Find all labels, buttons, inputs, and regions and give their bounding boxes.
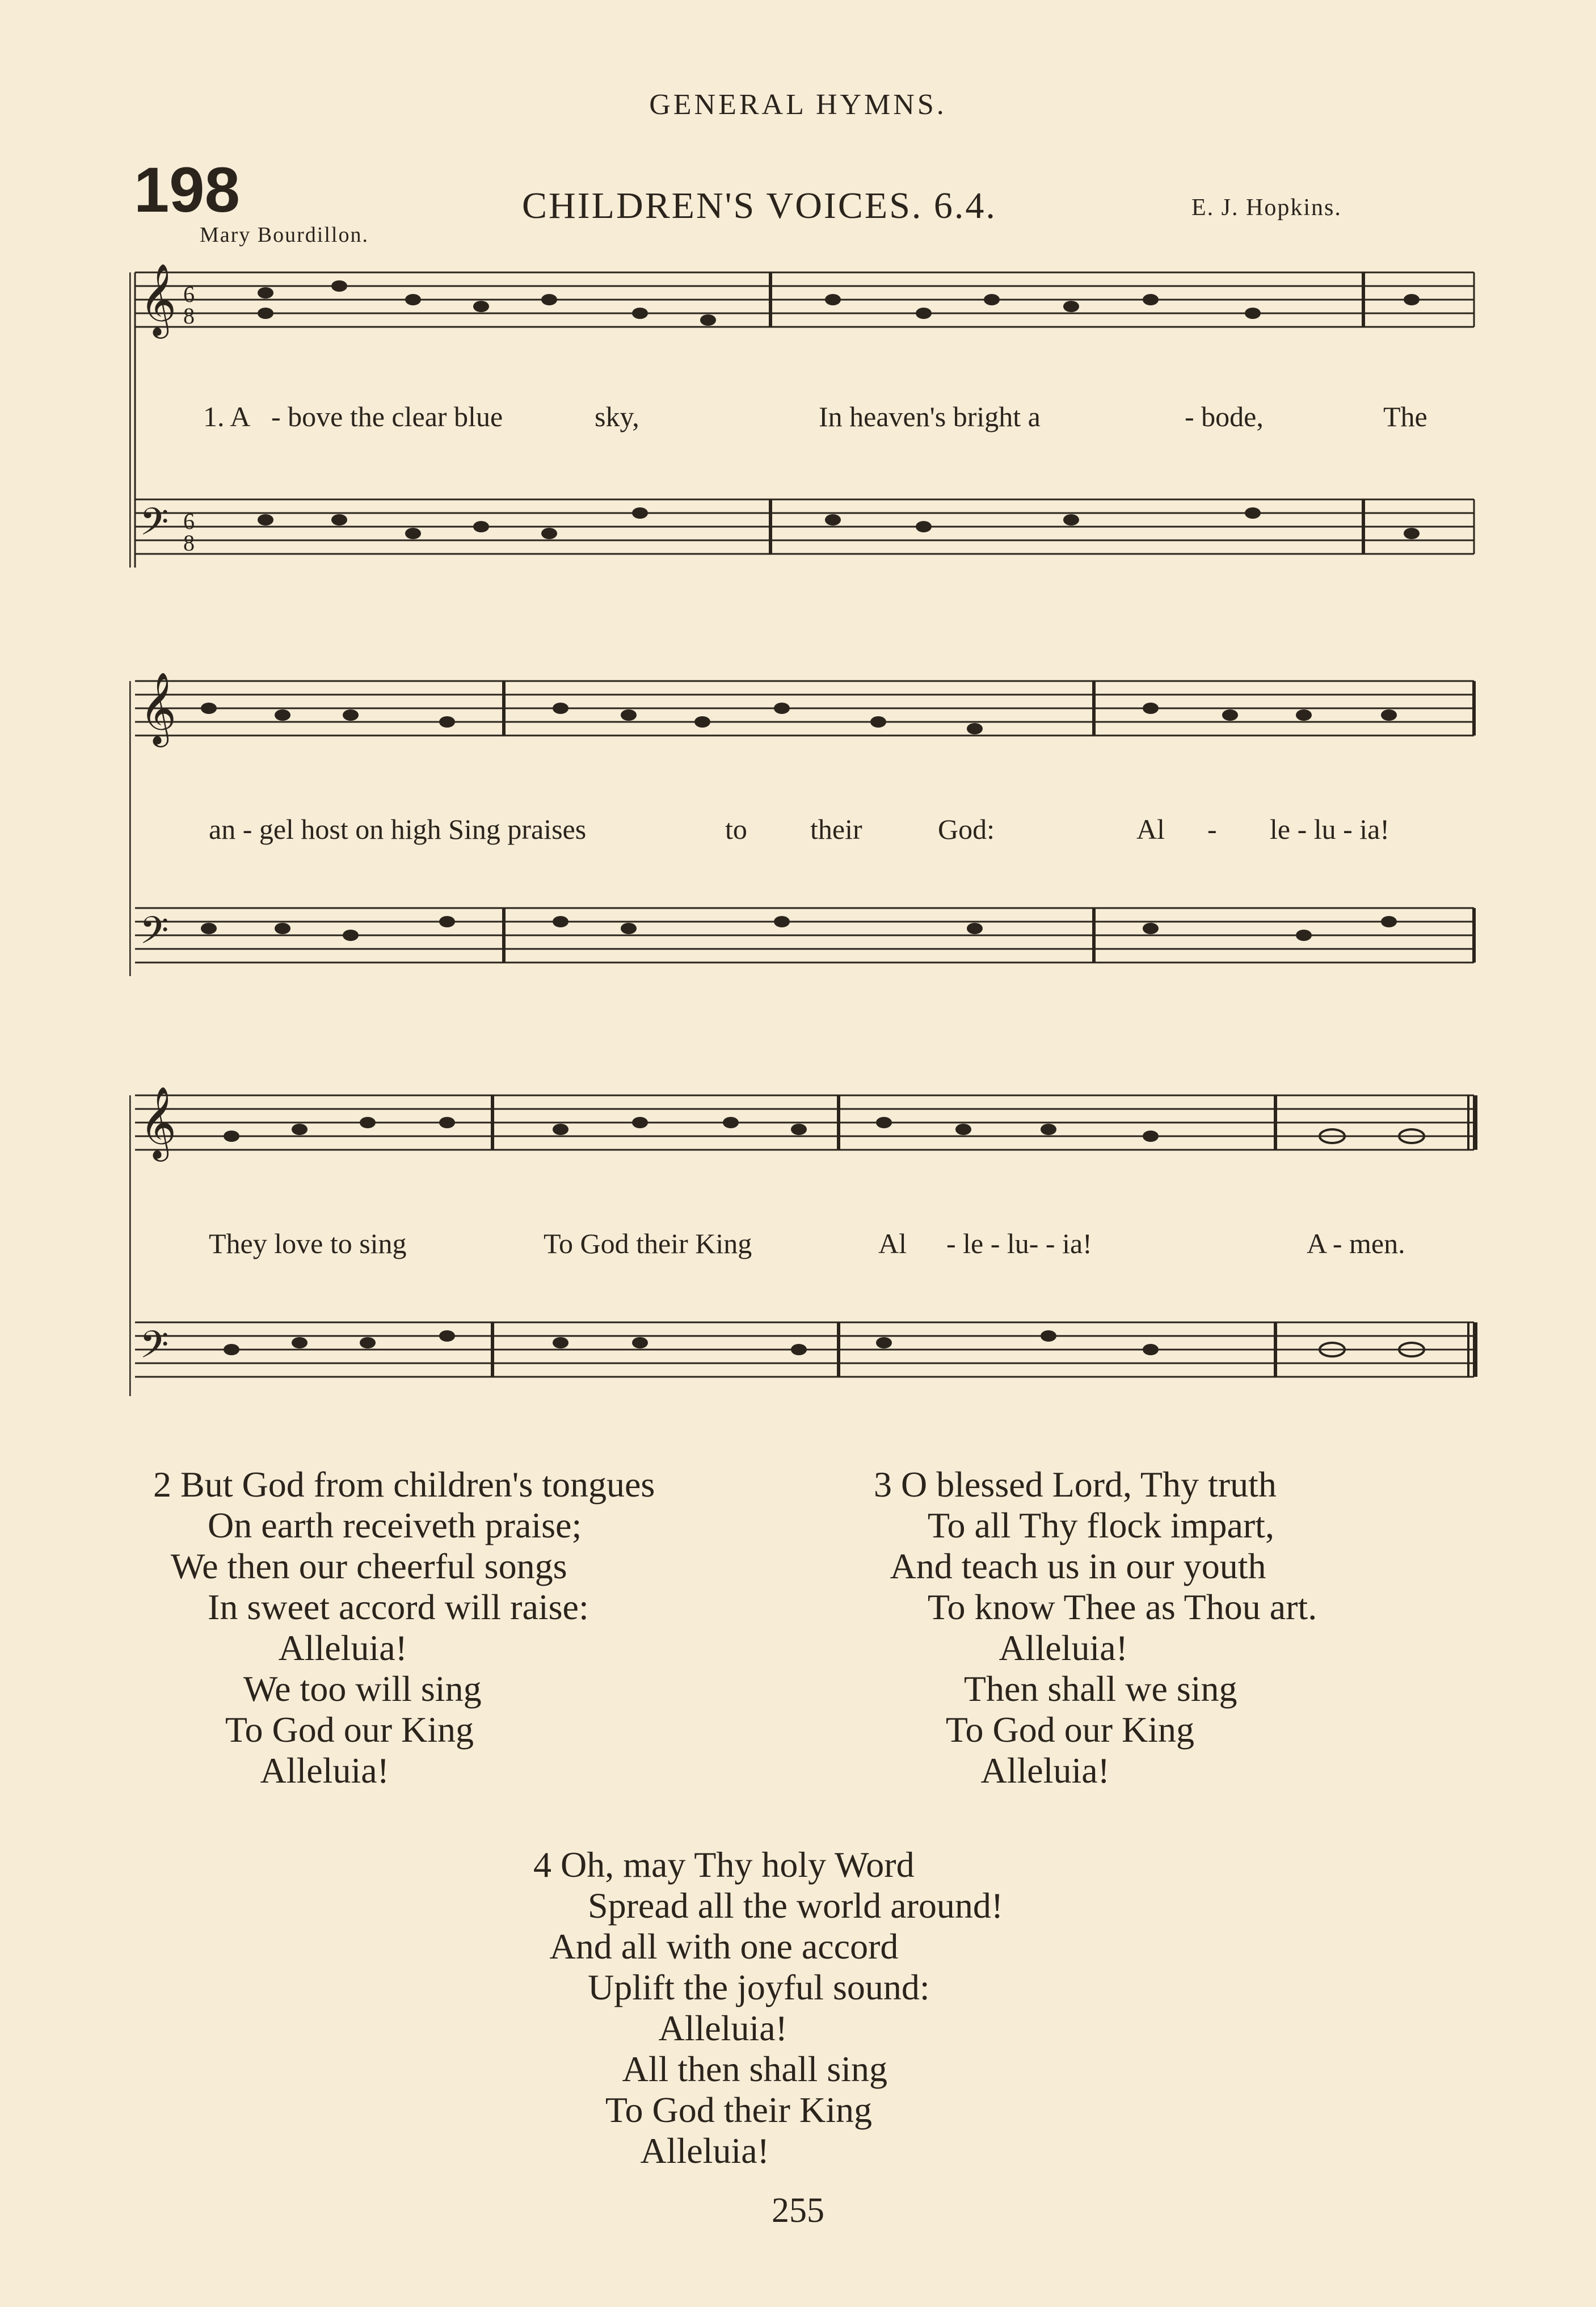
- stanza-line: Alleluia!: [874, 1628, 1128, 1668]
- lyric-syllable: Al: [878, 1228, 907, 1259]
- music-system-1: [129, 250, 1480, 585]
- lyric-syllable: God:: [938, 813, 995, 845]
- lyric-syllable: 1. A: [203, 401, 251, 432]
- svg-text:6: 6: [183, 281, 195, 307]
- svg-text:6: 6: [183, 509, 195, 534]
- lyric-syllable: their: [810, 813, 862, 845]
- lyric-syllable: In heaven's bright a: [819, 401, 1041, 432]
- stanza-line: Alleluia!: [533, 2130, 769, 2171]
- svg-text:𝄞: 𝄞: [140, 674, 177, 743]
- lyric-syllable: -: [1207, 813, 1217, 845]
- stanza-line: To know Thee as Thou art.: [874, 1587, 1317, 1627]
- svg-text:𝄢: 𝄢: [140, 1325, 169, 1375]
- stanza-line: 2 But God from children's tongues: [153, 1464, 655, 1505]
- author: Mary Bourdillon.: [200, 223, 369, 247]
- lyric-syllable: Al: [1136, 813, 1165, 845]
- stanza-4: [533, 1844, 1003, 2171]
- lyric-syllable: The: [1383, 401, 1427, 432]
- stanza-line: In sweet accord will raise:: [153, 1587, 589, 1627]
- stanza-line: We then our cheerful songs: [153, 1546, 567, 1586]
- lyric-syllable: - le - lu- - ia!: [946, 1228, 1092, 1259]
- stanza-line: Alleluia!: [153, 1750, 389, 1791]
- lyric-syllable: They love to sing: [209, 1228, 407, 1259]
- page-number: 255: [772, 2191, 824, 2230]
- stanza-line: Then shall we sing: [874, 1669, 1237, 1709]
- stanza-line: To God their King: [533, 2090, 872, 2130]
- stanza-line: On earth receiveth praise;: [153, 1505, 582, 1545]
- stanza-line: We too will sing: [153, 1669, 482, 1709]
- hymn-title: CHILDREN'S VOICES. 6.4.: [522, 185, 997, 226]
- stanza-2: [153, 1464, 655, 1791]
- running-head: GENERAL HYMNS.: [649, 89, 947, 121]
- hymn-number: 198: [134, 154, 240, 225]
- stanza-line: 4 Oh, may Thy holy Word: [533, 1844, 915, 1885]
- lyric-syllable: sky,: [595, 401, 639, 432]
- stanza-line: 3 O blessed Lord, Thy truth: [874, 1464, 1277, 1505]
- stanza-3: [874, 1464, 1317, 1791]
- lyric-syllable: - bode,: [1185, 401, 1264, 432]
- lyric-syllable: To God their King: [544, 1228, 752, 1259]
- stanza-line: To God our King: [874, 1709, 1194, 1750]
- stanza-line: Alleluia!: [153, 1628, 407, 1668]
- svg-text:𝄞: 𝄞: [140, 265, 177, 334]
- music-system-2: [129, 664, 1480, 1016]
- stanza-line: Alleluia!: [533, 2008, 788, 2048]
- svg-text:8: 8: [183, 530, 195, 556]
- stanza-line: And teach us in our youth: [874, 1546, 1266, 1586]
- stanza-line: All then shall sing: [533, 2049, 887, 2089]
- svg-text:𝄞: 𝄞: [140, 1088, 177, 1157]
- svg-text:𝄢: 𝄢: [140, 911, 169, 961]
- svg-text:𝄢: 𝄢: [140, 502, 169, 552]
- stanza-line: Uplift the joyful sound:: [533, 1967, 930, 2007]
- lyric-syllable: le - lu - ia!: [1270, 813, 1390, 845]
- stanza-line: To God our King: [153, 1709, 474, 1750]
- stanza-line: Alleluia!: [874, 1750, 1110, 1791]
- music-system-3: [129, 1078, 1480, 1419]
- stanza-line: And all with one accord: [533, 1926, 899, 1966]
- lyric-syllable: an - gel host on high Sing praises: [209, 813, 587, 845]
- lyric-syllable: to: [725, 813, 747, 845]
- svg-text:8: 8: [183, 303, 195, 329]
- lyric-syllable: A - men.: [1307, 1228, 1405, 1259]
- composer: E. J. Hopkins.: [1191, 195, 1342, 221]
- stanza-line: Spread all the world around!: [533, 1885, 1004, 1926]
- lyric-syllable: - bove the clear blue: [271, 401, 503, 432]
- stanza-line: To all Thy flock impart,: [874, 1505, 1274, 1545]
